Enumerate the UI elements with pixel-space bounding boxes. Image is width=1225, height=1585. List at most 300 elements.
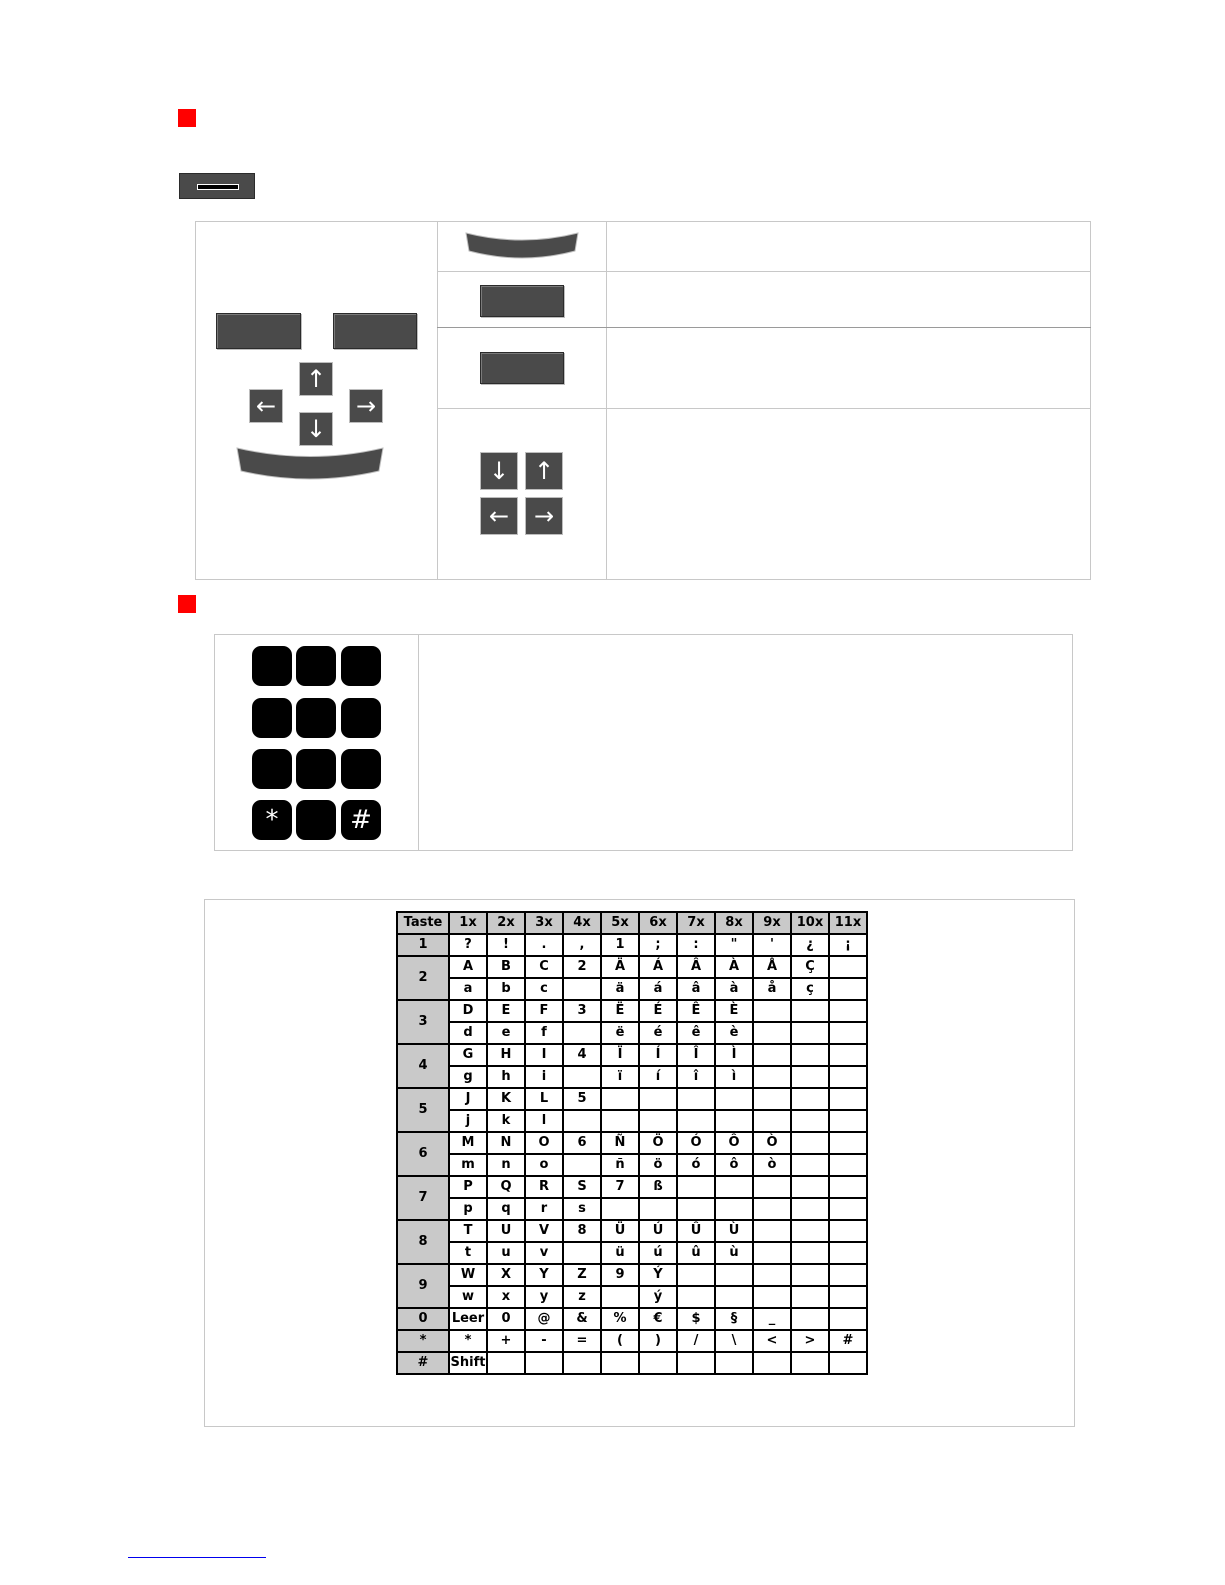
character-cell: h bbox=[487, 1066, 525, 1088]
character-cell: g bbox=[449, 1066, 487, 1088]
character-cell bbox=[791, 1154, 829, 1176]
character-cell: å bbox=[753, 978, 791, 1000]
table-row bbox=[397, 1066, 867, 1088]
character-cell: § bbox=[715, 1308, 753, 1330]
character-cell: X bbox=[487, 1264, 525, 1286]
character-cell bbox=[791, 1264, 829, 1286]
keypad-key[interactable] bbox=[252, 698, 292, 738]
character-cell: ( bbox=[601, 1330, 639, 1352]
character-cell: Ï bbox=[601, 1044, 639, 1066]
character-cell: u bbox=[487, 1242, 525, 1264]
navigation-keys-table bbox=[195, 221, 1091, 580]
character-cell bbox=[791, 1220, 829, 1242]
character-cell: , bbox=[563, 934, 601, 956]
character-cell bbox=[639, 1110, 677, 1132]
character-cell: 7 bbox=[601, 1176, 639, 1198]
character-cell: A bbox=[449, 956, 487, 978]
column-header: 6x bbox=[639, 912, 677, 934]
character-cell bbox=[715, 1264, 753, 1286]
character-cell: ! bbox=[487, 934, 525, 956]
keypad-key[interactable] bbox=[341, 646, 381, 686]
character-cell bbox=[563, 1154, 601, 1176]
character-cell: q bbox=[487, 1198, 525, 1220]
character-cell bbox=[791, 1286, 829, 1308]
character-cell bbox=[791, 1176, 829, 1198]
table-row bbox=[397, 1286, 867, 1308]
menu-key-button[interactable] bbox=[179, 173, 255, 199]
character-cell bbox=[677, 1110, 715, 1132]
character-cell bbox=[753, 1242, 791, 1264]
character-cell: Q bbox=[487, 1176, 525, 1198]
character-cell: ¡ bbox=[829, 934, 867, 956]
character-cell: ï bbox=[601, 1066, 639, 1088]
character-cell: û bbox=[677, 1242, 715, 1264]
character-cell: I bbox=[525, 1044, 563, 1066]
table-divider bbox=[418, 634, 419, 851]
character-cell bbox=[715, 1352, 753, 1374]
character-cell bbox=[791, 1044, 829, 1066]
character-cell: 5 bbox=[563, 1088, 601, 1110]
character-cell: ü bbox=[601, 1242, 639, 1264]
character-cell bbox=[715, 1286, 753, 1308]
character-cell: p bbox=[449, 1198, 487, 1220]
key-label-cell: 8 bbox=[397, 1220, 449, 1264]
key-label-cell: 9 bbox=[397, 1264, 449, 1308]
character-cell: Ú bbox=[639, 1220, 677, 1242]
character-cell bbox=[829, 1220, 867, 1242]
key-label-cell: 7 bbox=[397, 1176, 449, 1220]
character-cell: f bbox=[525, 1022, 563, 1044]
character-cell: 6 bbox=[563, 1132, 601, 1154]
character-cell bbox=[753, 1022, 791, 1044]
character-cell: v bbox=[525, 1242, 563, 1264]
table-row bbox=[397, 1308, 867, 1330]
character-cell bbox=[715, 1088, 753, 1110]
character-cell bbox=[601, 1286, 639, 1308]
character-cell: W bbox=[449, 1264, 487, 1286]
table-row bbox=[397, 1022, 867, 1044]
character-cell bbox=[791, 1066, 829, 1088]
character-cell: # bbox=[829, 1330, 867, 1352]
character-cell: ë bbox=[601, 1022, 639, 1044]
table-divider bbox=[437, 327, 1091, 328]
key-label-cell: # bbox=[397, 1352, 449, 1374]
keypad-hash-key[interactable]: # bbox=[341, 800, 381, 840]
character-cell: H bbox=[487, 1044, 525, 1066]
character-cell: r bbox=[525, 1198, 563, 1220]
column-header: 5x bbox=[601, 912, 639, 934]
character-cell: Ò bbox=[753, 1132, 791, 1154]
character-cell: * bbox=[449, 1330, 487, 1352]
character-cell bbox=[601, 1110, 639, 1132]
character-cell: ? bbox=[449, 934, 487, 956]
character-cell: á bbox=[639, 978, 677, 1000]
character-cell: w bbox=[449, 1286, 487, 1308]
character-cell bbox=[639, 1088, 677, 1110]
character-cell: e bbox=[487, 1022, 525, 1044]
character-cell bbox=[829, 1044, 867, 1066]
character-cell: j bbox=[449, 1110, 487, 1132]
keypad-key[interactable] bbox=[296, 646, 336, 686]
bar-key-icon[interactable] bbox=[235, 443, 385, 483]
character-cell bbox=[753, 1220, 791, 1242]
character-cell bbox=[753, 1088, 791, 1110]
character-cell: ù bbox=[715, 1242, 753, 1264]
character-cell bbox=[829, 1286, 867, 1308]
character-cell: a bbox=[449, 978, 487, 1000]
character-cell: ç bbox=[791, 978, 829, 1000]
character-cell: ñ bbox=[601, 1154, 639, 1176]
character-cell: Ù bbox=[715, 1220, 753, 1242]
character-cell bbox=[791, 1110, 829, 1132]
character-cell: + bbox=[487, 1330, 525, 1352]
key-label-cell: 4 bbox=[397, 1044, 449, 1088]
character-cell bbox=[601, 1088, 639, 1110]
table-divider bbox=[437, 221, 438, 580]
character-cell: 8 bbox=[563, 1220, 601, 1242]
character-cell: ò bbox=[753, 1154, 791, 1176]
table-row bbox=[397, 1220, 867, 1242]
character-cell bbox=[829, 1022, 867, 1044]
character-cell: 1 bbox=[601, 934, 639, 956]
character-cell bbox=[601, 1352, 639, 1374]
table-row bbox=[397, 1198, 867, 1220]
character-cell bbox=[791, 1308, 829, 1330]
footer-link-underline[interactable] bbox=[128, 1557, 266, 1558]
character-cell: y bbox=[525, 1286, 563, 1308]
character-cell: B bbox=[487, 956, 525, 978]
character-cell: ß bbox=[639, 1176, 677, 1198]
table-row bbox=[397, 1264, 867, 1286]
character-cell bbox=[753, 1264, 791, 1286]
character-cell: s bbox=[563, 1198, 601, 1220]
character-cell: & bbox=[563, 1308, 601, 1330]
character-cell: x bbox=[487, 1286, 525, 1308]
character-cell: = bbox=[563, 1330, 601, 1352]
softkey-button-icon bbox=[480, 285, 564, 317]
character-cell bbox=[829, 978, 867, 1000]
character-cell bbox=[677, 1264, 715, 1286]
character-cell: Ê bbox=[677, 1000, 715, 1022]
character-cell: î bbox=[677, 1066, 715, 1088]
character-cell bbox=[791, 1198, 829, 1220]
character-cell bbox=[677, 1352, 715, 1374]
character-cell: à bbox=[715, 978, 753, 1000]
character-cell bbox=[829, 1264, 867, 1286]
character-cell bbox=[829, 1176, 867, 1198]
character-cell bbox=[829, 1132, 867, 1154]
character-cell: Ç bbox=[791, 956, 829, 978]
character-cell: ö bbox=[639, 1154, 677, 1176]
character-cell: 2 bbox=[563, 956, 601, 978]
character-cell: b bbox=[487, 978, 525, 1000]
character-cell bbox=[753, 1286, 791, 1308]
character-cell bbox=[715, 1176, 753, 1198]
character-cell: Ä bbox=[601, 956, 639, 978]
character-cell: R bbox=[525, 1176, 563, 1198]
character-cell bbox=[753, 1352, 791, 1374]
character-cell: Ó bbox=[677, 1132, 715, 1154]
character-cell bbox=[791, 1132, 829, 1154]
table-row bbox=[397, 1110, 867, 1132]
character-cell bbox=[791, 1022, 829, 1044]
character-cell bbox=[563, 1352, 601, 1374]
character-cell: O bbox=[525, 1132, 563, 1154]
arrow-down-icon: ↓ bbox=[480, 452, 518, 490]
character-cell bbox=[753, 1198, 791, 1220]
character-cell: Ñ bbox=[601, 1132, 639, 1154]
character-cell: ý bbox=[639, 1286, 677, 1308]
keypad-key[interactable] bbox=[296, 698, 336, 738]
character-cell bbox=[829, 1066, 867, 1088]
arrow-left-icon[interactable]: ← bbox=[249, 389, 283, 423]
character-cell: ô bbox=[715, 1154, 753, 1176]
character-cell: 4 bbox=[563, 1044, 601, 1066]
character-cell: ê bbox=[677, 1022, 715, 1044]
character-cell: ; bbox=[639, 934, 677, 956]
key-label-cell: 3 bbox=[397, 1000, 449, 1044]
key-label-cell: 0 bbox=[397, 1308, 449, 1330]
character-cell bbox=[829, 1242, 867, 1264]
character-cell bbox=[677, 1198, 715, 1220]
character-cell bbox=[829, 1154, 867, 1176]
character-cell: - bbox=[525, 1330, 563, 1352]
table-row bbox=[397, 956, 867, 978]
key-label-cell: 2 bbox=[397, 956, 449, 1000]
column-header: 8x bbox=[715, 912, 753, 934]
character-cell: Y bbox=[525, 1264, 563, 1286]
keypad-key[interactable] bbox=[252, 749, 292, 789]
character-cell bbox=[753, 1000, 791, 1022]
character-cell: > bbox=[791, 1330, 829, 1352]
character-cell: G bbox=[449, 1044, 487, 1066]
character-cell: i bbox=[525, 1066, 563, 1088]
table-divider bbox=[606, 221, 607, 580]
character-cell: À bbox=[715, 956, 753, 978]
character-cell bbox=[829, 1088, 867, 1110]
character-cell: Å bbox=[753, 956, 791, 978]
column-header: 1x bbox=[449, 912, 487, 934]
character-cell: T bbox=[449, 1220, 487, 1242]
section-marker-icon bbox=[178, 109, 196, 127]
character-cell bbox=[563, 1242, 601, 1264]
arrow-right-icon: → bbox=[525, 497, 563, 535]
table-row bbox=[397, 934, 867, 956]
table-row bbox=[397, 1044, 867, 1066]
character-cell bbox=[829, 1308, 867, 1330]
character-cell: Î bbox=[677, 1044, 715, 1066]
character-cell: o bbox=[525, 1154, 563, 1176]
bar-key-icon bbox=[464, 229, 580, 263]
character-cell bbox=[677, 1286, 715, 1308]
character-cell: L bbox=[525, 1088, 563, 1110]
softkey-left-button[interactable] bbox=[216, 313, 301, 349]
table-row bbox=[397, 1088, 867, 1110]
character-cell: l bbox=[525, 1110, 563, 1132]
softkey-button-icon bbox=[480, 352, 564, 384]
character-cell bbox=[791, 1000, 829, 1022]
character-cell bbox=[829, 956, 867, 978]
character-cell bbox=[677, 1176, 715, 1198]
keypad-key[interactable] bbox=[252, 646, 292, 686]
character-cell: Â bbox=[677, 956, 715, 978]
character-cell: n bbox=[487, 1154, 525, 1176]
character-cell bbox=[753, 1066, 791, 1088]
character-cell: Û bbox=[677, 1220, 715, 1242]
table-row bbox=[397, 978, 867, 1000]
arrow-up-icon: ↑ bbox=[525, 452, 563, 490]
character-cell: c bbox=[525, 978, 563, 1000]
character-cell: S bbox=[563, 1176, 601, 1198]
character-cell: P bbox=[449, 1176, 487, 1198]
character-cell bbox=[715, 1110, 753, 1132]
column-header: Taste bbox=[397, 912, 449, 934]
arrow-left-icon: ← bbox=[480, 497, 518, 535]
character-table bbox=[396, 911, 868, 1375]
character-cell: \ bbox=[715, 1330, 753, 1352]
arrow-down-icon[interactable]: ↓ bbox=[299, 412, 333, 446]
character-cell: @ bbox=[525, 1308, 563, 1330]
character-cell bbox=[791, 1242, 829, 1264]
character-cell: Shift bbox=[449, 1352, 487, 1374]
character-cell: C bbox=[525, 956, 563, 978]
character-cell: F bbox=[525, 1000, 563, 1022]
character-cell bbox=[715, 1198, 753, 1220]
character-cell bbox=[601, 1198, 639, 1220]
table-row bbox=[397, 1154, 867, 1176]
table-row bbox=[397, 1000, 867, 1022]
character-cell: m bbox=[449, 1154, 487, 1176]
character-cell: z bbox=[563, 1286, 601, 1308]
character-cell: Ö bbox=[639, 1132, 677, 1154]
keypad-key[interactable] bbox=[296, 749, 336, 789]
character-cell: â bbox=[677, 978, 715, 1000]
key-label-cell: * bbox=[397, 1330, 449, 1352]
table-divider bbox=[437, 271, 1091, 272]
character-cell: : bbox=[677, 934, 715, 956]
column-header: 7x bbox=[677, 912, 715, 934]
character-cell bbox=[525, 1352, 563, 1374]
character-cell: M bbox=[449, 1132, 487, 1154]
character-cell: é bbox=[639, 1022, 677, 1044]
table-row bbox=[397, 1330, 867, 1352]
column-header: 11x bbox=[829, 912, 867, 934]
character-cell: D bbox=[449, 1000, 487, 1022]
character-cell bbox=[829, 1352, 867, 1374]
character-cell bbox=[563, 1066, 601, 1088]
keypad-key[interactable] bbox=[296, 800, 336, 840]
keypad-key[interactable] bbox=[341, 749, 381, 789]
character-cell: " bbox=[715, 934, 753, 956]
table-row bbox=[397, 1242, 867, 1264]
character-cell: Ü bbox=[601, 1220, 639, 1242]
character-cell: % bbox=[601, 1308, 639, 1330]
character-cell: Ô bbox=[715, 1132, 753, 1154]
character-cell: J bbox=[449, 1088, 487, 1110]
character-cell: È bbox=[715, 1000, 753, 1022]
character-cell bbox=[753, 1110, 791, 1132]
character-cell bbox=[639, 1352, 677, 1374]
character-cell bbox=[677, 1088, 715, 1110]
character-cell: k bbox=[487, 1110, 525, 1132]
character-cell: < bbox=[753, 1330, 791, 1352]
character-cell bbox=[753, 1044, 791, 1066]
character-cell bbox=[791, 1088, 829, 1110]
character-cell bbox=[563, 1110, 601, 1132]
softkey-right-button[interactable] bbox=[333, 313, 417, 349]
column-header: 2x bbox=[487, 912, 525, 934]
character-cell: Z bbox=[563, 1264, 601, 1286]
character-cell bbox=[563, 1022, 601, 1044]
table-row bbox=[397, 1352, 867, 1374]
table-row bbox=[397, 1132, 867, 1154]
minus-icon bbox=[197, 184, 239, 190]
character-cell: ì bbox=[715, 1066, 753, 1088]
character-cell: E bbox=[487, 1000, 525, 1022]
column-header: 10x bbox=[791, 912, 829, 934]
character-cell: d bbox=[449, 1022, 487, 1044]
arrow-right-icon[interactable]: → bbox=[349, 389, 383, 423]
key-label-cell: 5 bbox=[397, 1088, 449, 1132]
column-header: 9x bbox=[753, 912, 791, 934]
character-cell: è bbox=[715, 1022, 753, 1044]
character-cell bbox=[829, 1198, 867, 1220]
column-header: 3x bbox=[525, 912, 563, 934]
character-cell bbox=[639, 1198, 677, 1220]
character-cell: Ë bbox=[601, 1000, 639, 1022]
character-cell: í bbox=[639, 1066, 677, 1088]
section-marker-icon bbox=[178, 595, 196, 613]
key-label-cell: 1 bbox=[397, 934, 449, 956]
character-cell: / bbox=[677, 1330, 715, 1352]
character-cell: € bbox=[639, 1308, 677, 1330]
character-cell: Í bbox=[639, 1044, 677, 1066]
character-cell: ' bbox=[753, 934, 791, 956]
character-cell: Leer bbox=[449, 1308, 487, 1330]
character-cell: . bbox=[525, 934, 563, 956]
character-cell: ó bbox=[677, 1154, 715, 1176]
column-header: 4x bbox=[563, 912, 601, 934]
character-cell bbox=[829, 1110, 867, 1132]
character-cell bbox=[487, 1352, 525, 1374]
character-cell: K bbox=[487, 1088, 525, 1110]
character-cell: ú bbox=[639, 1242, 677, 1264]
character-cell: V bbox=[525, 1220, 563, 1242]
character-cell bbox=[829, 1000, 867, 1022]
character-cell bbox=[753, 1176, 791, 1198]
character-cell bbox=[791, 1352, 829, 1374]
character-cell: t bbox=[449, 1242, 487, 1264]
character-cell: 9 bbox=[601, 1264, 639, 1286]
character-cell: Ì bbox=[715, 1044, 753, 1066]
character-cell: ¿ bbox=[791, 934, 829, 956]
keypad-star-key[interactable]: * bbox=[252, 800, 292, 840]
character-cell: N bbox=[487, 1132, 525, 1154]
character-cell: _ bbox=[753, 1308, 791, 1330]
arrow-up-icon[interactable]: ↑ bbox=[299, 362, 333, 396]
keypad-key[interactable] bbox=[341, 698, 381, 738]
character-cell: 3 bbox=[563, 1000, 601, 1022]
table-row bbox=[397, 1176, 867, 1198]
table-divider bbox=[437, 408, 1091, 409]
key-label-cell: 6 bbox=[397, 1132, 449, 1176]
character-cell: ä bbox=[601, 978, 639, 1000]
character-cell bbox=[563, 978, 601, 1000]
character-cell: Ý bbox=[639, 1264, 677, 1286]
character-cell: U bbox=[487, 1220, 525, 1242]
character-cell: É bbox=[639, 1000, 677, 1022]
character-cell: ) bbox=[639, 1330, 677, 1352]
